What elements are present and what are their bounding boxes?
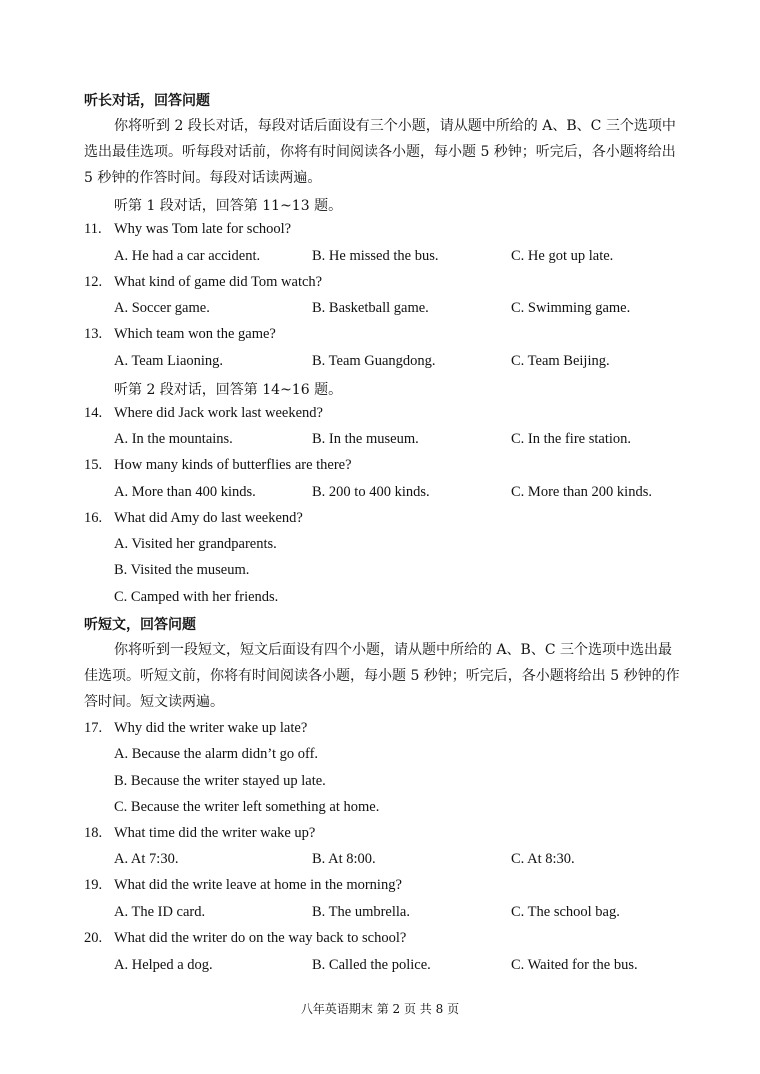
question-15	[84, 457, 352, 474]
section-instructions-long-dialogues	[84, 113, 680, 191]
question-text: Where did Jack work last weekend?	[114, 405, 323, 421]
question-text: Which team won the game?	[114, 326, 276, 342]
option-18-a: A. At 7:30.	[114, 851, 179, 867]
option-17-a: A. Because the alarm didn’t go off.	[114, 746, 319, 762]
option-16-c: C. Camped with her friends.	[114, 589, 279, 605]
part-2-instruction: 听第 2 段对话，回答第 14~16 题。	[114, 382, 343, 398]
option-13-c: C. Team Beijing.	[511, 353, 610, 369]
question-11	[84, 221, 291, 238]
option-14-b: B. In the museum.	[312, 431, 419, 447]
option-16-b: B. Visited the museum.	[114, 562, 250, 578]
question-number: 20.	[84, 930, 103, 946]
question-number: 19.	[84, 877, 103, 893]
question-text: Why did the writer wake up late?	[114, 720, 308, 736]
question-18	[84, 825, 315, 842]
question-19	[84, 877, 402, 894]
option-20-a: A. Helped a dog.	[114, 957, 213, 973]
option-20-c: C. Waited for the bus.	[511, 957, 638, 973]
section-instructions-passage	[84, 637, 680, 715]
option-17-b: B. Because the writer stayed up late.	[114, 773, 326, 789]
option-17-c: C. Because the writer left something at home.	[114, 799, 380, 815]
question-number: 18.	[84, 825, 103, 841]
question-number: 17.	[84, 720, 103, 736]
option-11-c: C. He got up late.	[511, 248, 614, 264]
option-11-a: A. He had a car accident.	[114, 248, 261, 264]
option-12-a: A. Soccer game.	[114, 300, 210, 316]
option-19-a: A. The ID card.	[114, 904, 206, 920]
option-16-a: A. Visited her grandparents.	[114, 536, 277, 552]
question-16	[84, 510, 303, 527]
question-text: What did Amy do last weekend?	[114, 510, 303, 526]
instructions-text: 你将听到一段短文，短文后面设有四个小题，请从题中所给的 A、B、C 三个选项中选出最佳选项。听短文前，你将有时间阅读各小题，每小题 5 秒钟；听完后，各小题将给出 5 秒钟的作答时间。短文读两遍。	[84, 642, 680, 710]
question-number: 13.	[84, 326, 103, 342]
question-20	[84, 930, 406, 947]
part-1-instruction: 听第 1 段对话，回答第 11~13 题。	[114, 198, 343, 214]
question-17	[84, 720, 307, 737]
option-12-c: C. Swimming game.	[511, 300, 631, 316]
question-12	[84, 274, 322, 291]
option-15-a: A. More than 400 kinds.	[114, 484, 256, 500]
question-13	[84, 326, 276, 343]
question-number: 15.	[84, 457, 103, 473]
option-14-c: C. In the fire station.	[511, 431, 632, 447]
option-11-b: B. He missed the bus.	[312, 248, 439, 264]
question-text: What time did the writer wake up?	[114, 825, 316, 841]
question-14	[84, 405, 323, 422]
question-number: 16.	[84, 510, 103, 526]
option-20-b: B. Called the police.	[312, 957, 431, 973]
instructions-text: 你将听到 2 段长对话，每段对话后面设有三个小题，请从题中所给的 A、B、C 三个选项中选出最佳选项。听每段对话前，你将有时间阅读各小题，每小题 5 秒钟；听完后，各小题将给出 5 秒钟的作答时间。每段对话读两遍。	[84, 118, 676, 186]
option-18-c: C. At 8:30.	[511, 851, 575, 867]
question-text: What did the writer do on the way back to school?	[114, 930, 407, 946]
page-footer: 八年英语期末 第 2 页 共 8 页	[300, 1002, 460, 1016]
option-13-b: B. Team Guangdong.	[312, 353, 436, 369]
option-15-b: B. 200 to 400 kinds.	[312, 484, 430, 500]
option-13-a: A. Team Liaoning.	[114, 353, 224, 369]
question-number: 12.	[84, 274, 103, 290]
question-number: 14.	[84, 405, 103, 421]
option-12-b: B. Basketball game.	[312, 300, 429, 316]
question-number: 11.	[84, 221, 102, 237]
option-19-c: C. The school bag.	[511, 904, 620, 920]
option-19-b: B. The umbrella.	[312, 904, 410, 920]
question-text: What did the write leave at home in the morning?	[114, 877, 402, 893]
option-15-c: C. More than 200 kinds.	[511, 484, 652, 500]
question-text: Why was Tom late for school?	[114, 221, 292, 237]
option-18-b: B. At 8:00.	[312, 851, 376, 867]
section-title-long-dialogues: 听长对话，回答问题	[84, 93, 210, 109]
section-title-passage: 听短文，回答问题	[84, 617, 196, 633]
option-14-a: A. In the mountains.	[114, 431, 233, 447]
question-text: What kind of game did Tom watch?	[114, 274, 323, 290]
question-text: How many kinds of butterflies are there?	[114, 457, 352, 473]
